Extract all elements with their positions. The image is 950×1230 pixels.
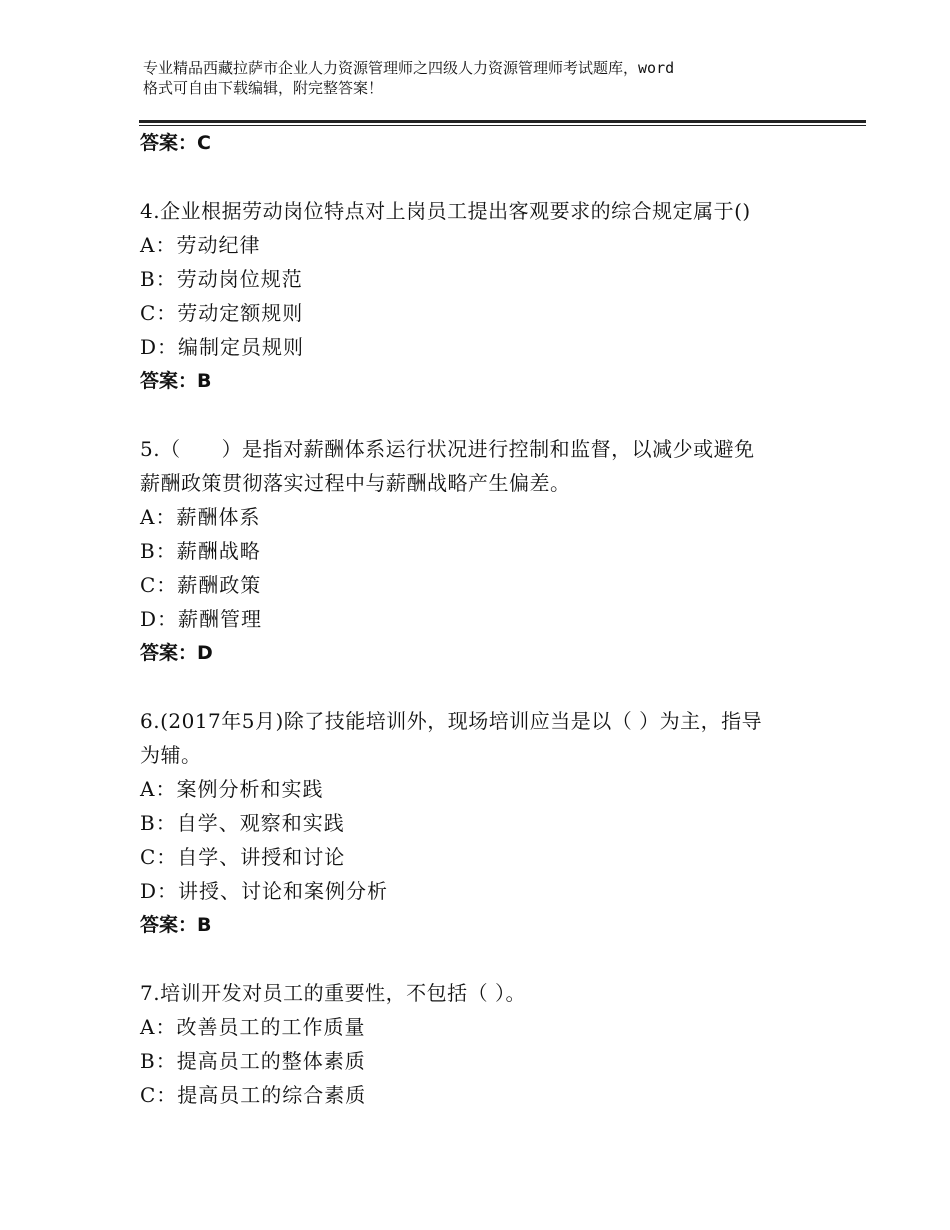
question-list — [140, 126, 860, 1112]
option-b: B：薪酬战略 — [140, 539, 261, 563]
stem-line: 6.(2017年5月)除了技能培训外，现场培训应当是以（ ）为主，指导 — [140, 709, 763, 733]
option-a: A：案例分析和实践 — [140, 777, 324, 801]
stem-line: 7.培训开发对员工的重要性，不包括（ ）。 — [140, 981, 526, 1005]
header-divider-thick — [139, 120, 866, 123]
stem-line: 为辅。 — [140, 743, 202, 767]
stem-line: 5.（ ）是指对薪酬体系运行状况进行控制和监督，以减少或避免 — [140, 437, 755, 461]
option-a: A：薪酬体系 — [140, 505, 261, 529]
option-d: D：编制定员规则 — [140, 335, 305, 359]
option-c: C：提高员工的综合素质 — [140, 1083, 367, 1107]
option-d: D：薪酬管理 — [140, 607, 263, 631]
option-c: C：薪酬政策 — [140, 573, 262, 597]
question-6 — [140, 704, 860, 942]
question-4 — [140, 194, 860, 398]
answer-line: 答案：B — [140, 370, 212, 392]
option-c: C：自学、讲授和讨论 — [140, 845, 346, 869]
question-7 — [140, 976, 860, 1112]
stem-line: 薪酬政策贯彻落实过程中与薪酬战略产生偏差。 — [140, 471, 571, 495]
answer-line: 答案：B — [140, 914, 212, 936]
question-stem — [140, 432, 860, 500]
option-b: B：提高员工的整体素质 — [140, 1049, 366, 1073]
option-b: B：劳动岗位规范 — [140, 267, 303, 291]
answer-line: 答案：D — [140, 642, 213, 664]
option-a: A：劳动纪律 — [140, 233, 261, 257]
header-line-2: 格式可自由下载编辑，附完整答案！ — [143, 79, 384, 97]
question-stem — [140, 704, 860, 772]
option-d: D：讲授、讨论和案例分析 — [140, 879, 389, 903]
question-stem — [140, 194, 860, 228]
question-stem — [140, 976, 860, 1010]
page-header — [143, 58, 843, 98]
option-c: C：劳动定额规则 — [140, 301, 304, 325]
header-line-1: 专业精品西藏拉萨市企业人力资源管理师之四级人力资源管理师考试题库，word — [143, 59, 675, 77]
option-a: A：改善员工的工作质量 — [140, 1015, 366, 1039]
answer-line: 答案：C — [140, 132, 211, 154]
option-b: B：自学、观察和实践 — [140, 811, 345, 835]
question-5 — [140, 432, 860, 670]
stem-line: 4.企业根据劳动岗位特点对上岗员工提出客观要求的综合规定属于() — [140, 199, 751, 223]
